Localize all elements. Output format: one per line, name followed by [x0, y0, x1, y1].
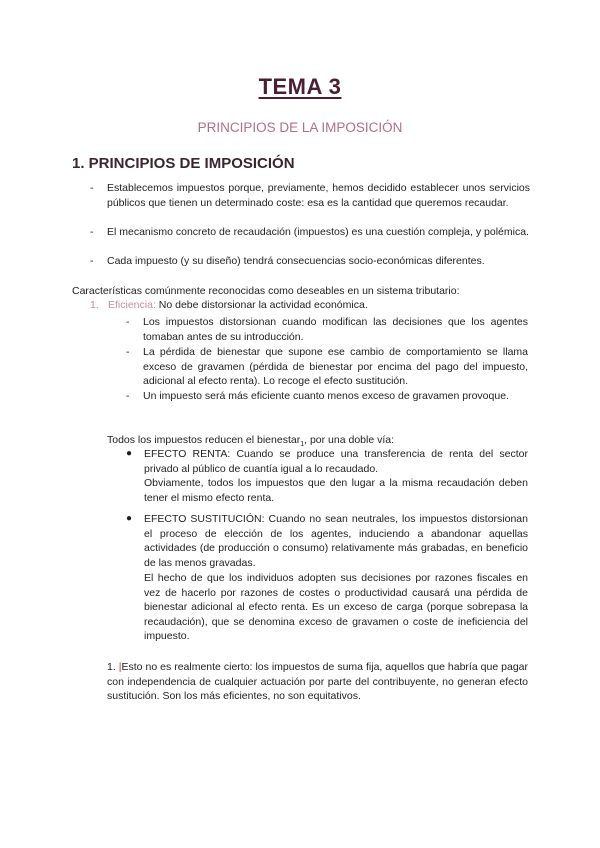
bullet-text: El mecanismo concreto de recaudación (impuestos) es una cuestión compleja, y polémica.	[107, 226, 529, 238]
footnote-ref: 1	[300, 441, 305, 449]
page-subtitle: PRINCIPIOS DE LA IMPOSICIÓN	[197, 120, 403, 135]
dash-marker: -	[126, 316, 130, 328]
cursor-mark: |	[118, 661, 122, 673]
footnote-text: Esto no es realmente cierto: los impuestos de suma fija, aquellos que habría que pagar con independencia de cualquier actuación por parte del contribuyente, no generan efecto sustitución. Son los más eficientes, no son equitativos.	[107, 661, 528, 702]
bullet-text: Cada impuesto (y su diseño) tendrá consecuencias socio-económicas diferentes.	[107, 255, 485, 267]
effect-sustitucion-note: El hecho de que los individuos adopten sus decisiones por razones fiscales en vez de hacerlo por razones de costes o productividad causará una pérdida de bienestar adicional al efecto renta. Es un exceso de carga (porque sobrepasa la recaudación), que se denomina exceso de gravamen o coste de ineficiencia del impuesto.	[144, 572, 528, 642]
footnote-number: 1.	[107, 661, 116, 673]
item-text: No debe distorsionar la actividad económica.	[158, 299, 368, 311]
effect-renta-text: EFECTO RENTA: Cuando se produce una transferencia de renta del sector privado al público de cuantía igual a lo recaudado.	[144, 448, 528, 475]
page-title: TEMA 3	[258, 74, 342, 99]
bullet-dot: ●	[126, 448, 133, 459]
subbullet-text: Los impuestos distorsionan cuando modifican las decisiones que los agentes tomaban antes de su introducción.	[143, 316, 528, 343]
item-label: Eficiencia:	[108, 299, 156, 311]
dash-marker: -	[126, 390, 130, 402]
bullet-text: Establecemos impuestos porque, previamente, hemos decidido establecer unos servicios públicos que tienen un determinado coste: esa es la cantidad que queremos recaudar.	[107, 182, 530, 209]
footnote	[107, 660, 528, 704]
dash-marker: -	[90, 226, 94, 238]
subbullet-text: La pérdida de bienestar que supone ese cambio de comportamiento se llama exceso de gravamen (pérdida de bienestar por encima del pago del impuesto, adicional al efecto renta). Lo recoge el efecto sustitución.	[143, 346, 528, 387]
item-line	[108, 298, 528, 313]
subbullet-text: Un impuesto será más eficiente cuanto menos exceso de gravamen provoque.	[143, 390, 509, 402]
section-heading: 1. PRINCIPIOS DE IMPOSICIÓN	[72, 155, 295, 172]
dual-way-main: Todos los impuestos reducen el bienestar	[107, 434, 301, 446]
bullet-dot: ●	[126, 513, 133, 524]
effect-sustitucion-text: EFECTO SUSTITUCIÓN: Cuando no sean neutrales, los impuestos distorsionan el proceso de elección de los agentes, induciendo a abandonar aquellas actividades (de producción o consumo) relativamente más grabadas, en beneficio de las menos gravadas.	[144, 513, 528, 569]
item-number: 1.	[90, 299, 99, 311]
dash-marker: -	[90, 255, 94, 267]
effect-renta-note: Obviamente, todos los impuestos que den lugar a la misma recaudación deben tener el mismo efecto renta.	[144, 477, 528, 504]
intro-text: Características comúnmente reconocidas como deseables en un sistema tributario:	[72, 285, 460, 297]
dash-marker: -	[90, 182, 94, 194]
dash-marker: -	[126, 346, 130, 358]
dual-way-tail: , por una doble vía:	[304, 434, 395, 446]
